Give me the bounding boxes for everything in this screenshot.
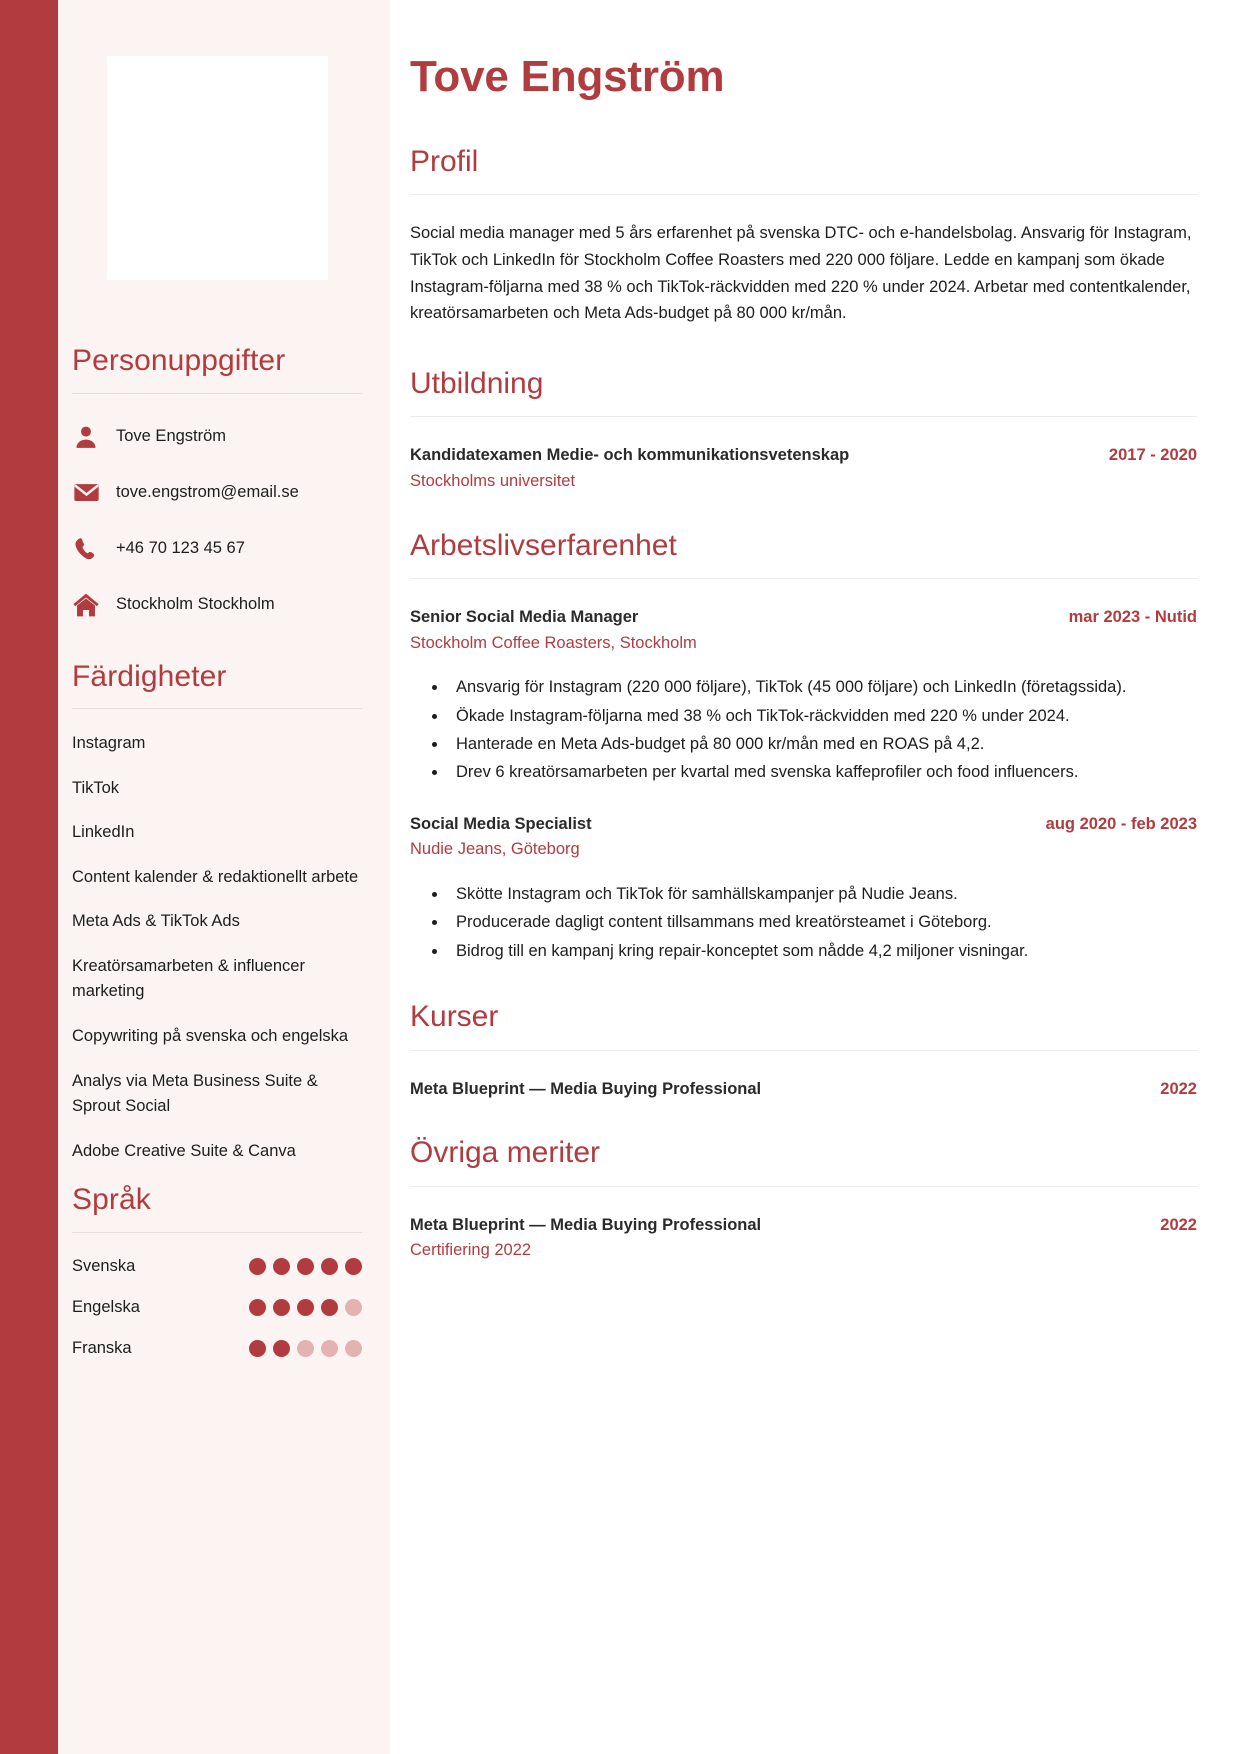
left-accent-bar bbox=[0, 0, 58, 1754]
entry-date: 2022 bbox=[1160, 1079, 1197, 1098]
divider bbox=[410, 416, 1197, 417]
experience-heading: Arbetslivserfarenhet bbox=[410, 528, 677, 562]
education-entry bbox=[410, 443, 1197, 494]
contact-name-value: Tove Engström bbox=[116, 426, 227, 445]
contact-row bbox=[72, 584, 362, 626]
experience-entry bbox=[410, 812, 1197, 964]
entry-title: Senior Social Media Manager bbox=[410, 608, 639, 627]
divider bbox=[410, 194, 1197, 195]
language-row bbox=[72, 1339, 362, 1358]
spacer bbox=[410, 1102, 1197, 1136]
contact-row bbox=[72, 472, 362, 514]
other-merits-section bbox=[410, 1136, 1197, 1264]
entry-title: Meta Blueprint — Media Buying Professional bbox=[410, 1215, 762, 1234]
languages-heading: Språk bbox=[72, 1183, 151, 1217]
language-name: Svenska bbox=[72, 1256, 136, 1275]
spacer bbox=[410, 966, 1197, 1000]
bullet-item: • Hanterade en Meta Ads-budget på 80 000 kr/mån med en ROAS på 4,2. bbox=[448, 731, 1197, 757]
language-name: Franska bbox=[72, 1338, 132, 1357]
entry-date: 2017 - 2020 bbox=[1108, 446, 1197, 465]
rating-dot bbox=[273, 1340, 290, 1357]
envelope-icon bbox=[72, 479, 100, 507]
rating-dot bbox=[345, 1258, 362, 1275]
merit-entry bbox=[410, 1213, 1197, 1264]
contact-phone-value[interactable]: +46 70 123 45 67 bbox=[116, 538, 245, 557]
skill-item: Kreatörsamarbeten & influencer marketing bbox=[72, 956, 305, 1001]
skill-item: Adobe Creative Suite & Canva bbox=[72, 1141, 296, 1160]
experience-entry bbox=[410, 605, 1197, 786]
skills-heading: Färdigheter bbox=[72, 659, 227, 693]
contact-email-value[interactable]: tove.engstrom@email.se bbox=[116, 482, 299, 501]
rating-dot bbox=[321, 1340, 338, 1357]
entry-bullets bbox=[410, 674, 1197, 786]
skill-item: TikTok bbox=[72, 778, 120, 797]
main-content bbox=[390, 0, 1241, 1754]
languages-list bbox=[72, 1257, 362, 1358]
other-merits-heading: Övriga meriter bbox=[410, 1136, 601, 1170]
bullet-item: • Ökade Instagram-följarna med 38 % och TikTok-räckvidden med 220 % under 2024. bbox=[448, 703, 1197, 729]
rating-dot bbox=[249, 1258, 266, 1275]
contact-list bbox=[72, 416, 362, 626]
education-section bbox=[410, 367, 1197, 495]
skill-item: Copywriting på svenska och engelska bbox=[72, 1026, 349, 1045]
personal-details-heading: Personuppgifter bbox=[72, 344, 286, 377]
skill-item: Analys via Meta Business Suite & Sprout Social bbox=[72, 1071, 318, 1116]
language-row bbox=[72, 1257, 362, 1276]
course-entry bbox=[410, 1077, 1197, 1103]
entry-subtitle: Certifiering 2022 bbox=[410, 1241, 532, 1260]
rating-dot bbox=[273, 1258, 290, 1275]
spacer bbox=[410, 495, 1197, 529]
entry-date: mar 2023 - Nutid bbox=[1068, 608, 1197, 627]
divider bbox=[410, 1050, 1197, 1051]
rating-dot bbox=[273, 1299, 290, 1316]
language-rating bbox=[249, 1340, 362, 1357]
rating-dot bbox=[321, 1299, 338, 1316]
language-rating bbox=[249, 1299, 362, 1316]
skill-item: Content kalender & redaktionellt arbete bbox=[72, 867, 359, 886]
rating-dot bbox=[297, 1340, 314, 1357]
divider bbox=[72, 393, 362, 394]
phone-icon bbox=[72, 535, 100, 563]
divider bbox=[72, 708, 362, 709]
entry-subtitle: Stockholm Coffee Roasters, Stockholm bbox=[410, 633, 697, 652]
language-rating bbox=[249, 1258, 362, 1275]
bullet-item: • Producerade dagligt content tillsammans med kreatörsteamet i Göteborg. bbox=[448, 909, 1197, 935]
experience-section bbox=[410, 529, 1197, 964]
profile-photo-placeholder bbox=[107, 56, 328, 280]
bullet-item: • Drev 6 kreatörsamarbeten per kvartal med svenska kaffeprofiler och food influencers. bbox=[448, 759, 1197, 785]
skills-list bbox=[72, 731, 362, 1164]
rating-dot bbox=[321, 1258, 338, 1275]
profile-section bbox=[410, 145, 1197, 327]
rating-dot bbox=[297, 1299, 314, 1316]
language-row bbox=[72, 1298, 362, 1317]
entry-subtitle: Nudie Jeans, Göteborg bbox=[410, 840, 580, 859]
profile-text: Social media manager med 5 års erfarenhet på svenska DTC- och e-handelsbolag. Ansvarig för Instagram, TikTok och LinkedIn för Stockholm Coffee Roasters med 220 000 följare. Ledde en kampanj som ökade Instagram-följarna med 38 % och TikTok-räckvidden med 220 % under 2024. Arbetar med contentkalender, kreatörsamarbeten och Meta Ads-budget på 80 000 kr/mån. bbox=[410, 224, 1192, 323]
entry-date: 2022 bbox=[1160, 1215, 1197, 1234]
entry-bullets bbox=[410, 881, 1197, 964]
skill-item: Meta Ads & TikTok Ads bbox=[72, 912, 240, 931]
home-icon bbox=[72, 591, 100, 619]
rating-dot bbox=[297, 1258, 314, 1275]
bullet-item: • Bidrog till en kampanj kring repair-konceptet som nådde 4,2 miljoner visningar. bbox=[448, 938, 1197, 964]
page-title: Tove Engström bbox=[410, 52, 725, 101]
profile-heading: Profil bbox=[410, 144, 479, 178]
skill-item: LinkedIn bbox=[72, 823, 135, 842]
entry-date: aug 2020 - feb 2023 bbox=[1045, 814, 1197, 833]
courses-section bbox=[410, 1000, 1197, 1102]
divider bbox=[410, 1186, 1197, 1187]
contact-row bbox=[72, 528, 362, 570]
education-heading: Utbildning bbox=[410, 366, 544, 400]
languages-section bbox=[72, 1183, 362, 1358]
skill-item: Instagram bbox=[72, 734, 146, 752]
divider bbox=[72, 1232, 362, 1233]
sidebar bbox=[58, 0, 390, 1754]
entry-title: Social Media Specialist bbox=[410, 814, 592, 833]
personal-details-section bbox=[72, 344, 362, 626]
rating-dot bbox=[249, 1340, 266, 1357]
bullet-item: • Ansvarig för Instagram (220 000 följare), TikTok (45 000 följare) och LinkedIn (företagssida). bbox=[448, 674, 1197, 700]
person-icon bbox=[72, 423, 100, 451]
entry-title: Meta Blueprint — Media Buying Professional bbox=[410, 1079, 762, 1098]
bullet-item: • Skötte Instagram och TikTok för samhällskampanjer på Nudie Jeans. bbox=[448, 881, 1197, 907]
contact-row bbox=[72, 416, 362, 458]
entry-subtitle: Stockholms universitet bbox=[410, 472, 576, 491]
language-name: Engelska bbox=[72, 1297, 140, 1316]
courses-heading: Kurser bbox=[410, 1000, 499, 1034]
entry-title: Kandidatexamen Medie- och kommunikationsvetenskap bbox=[410, 446, 850, 465]
rating-dot bbox=[345, 1340, 362, 1357]
rating-dot bbox=[249, 1299, 266, 1316]
contact-location-value: Stockholm Stockholm bbox=[116, 594, 275, 613]
skills-section bbox=[72, 660, 362, 1165]
divider bbox=[410, 578, 1197, 579]
rating-dot bbox=[345, 1299, 362, 1316]
